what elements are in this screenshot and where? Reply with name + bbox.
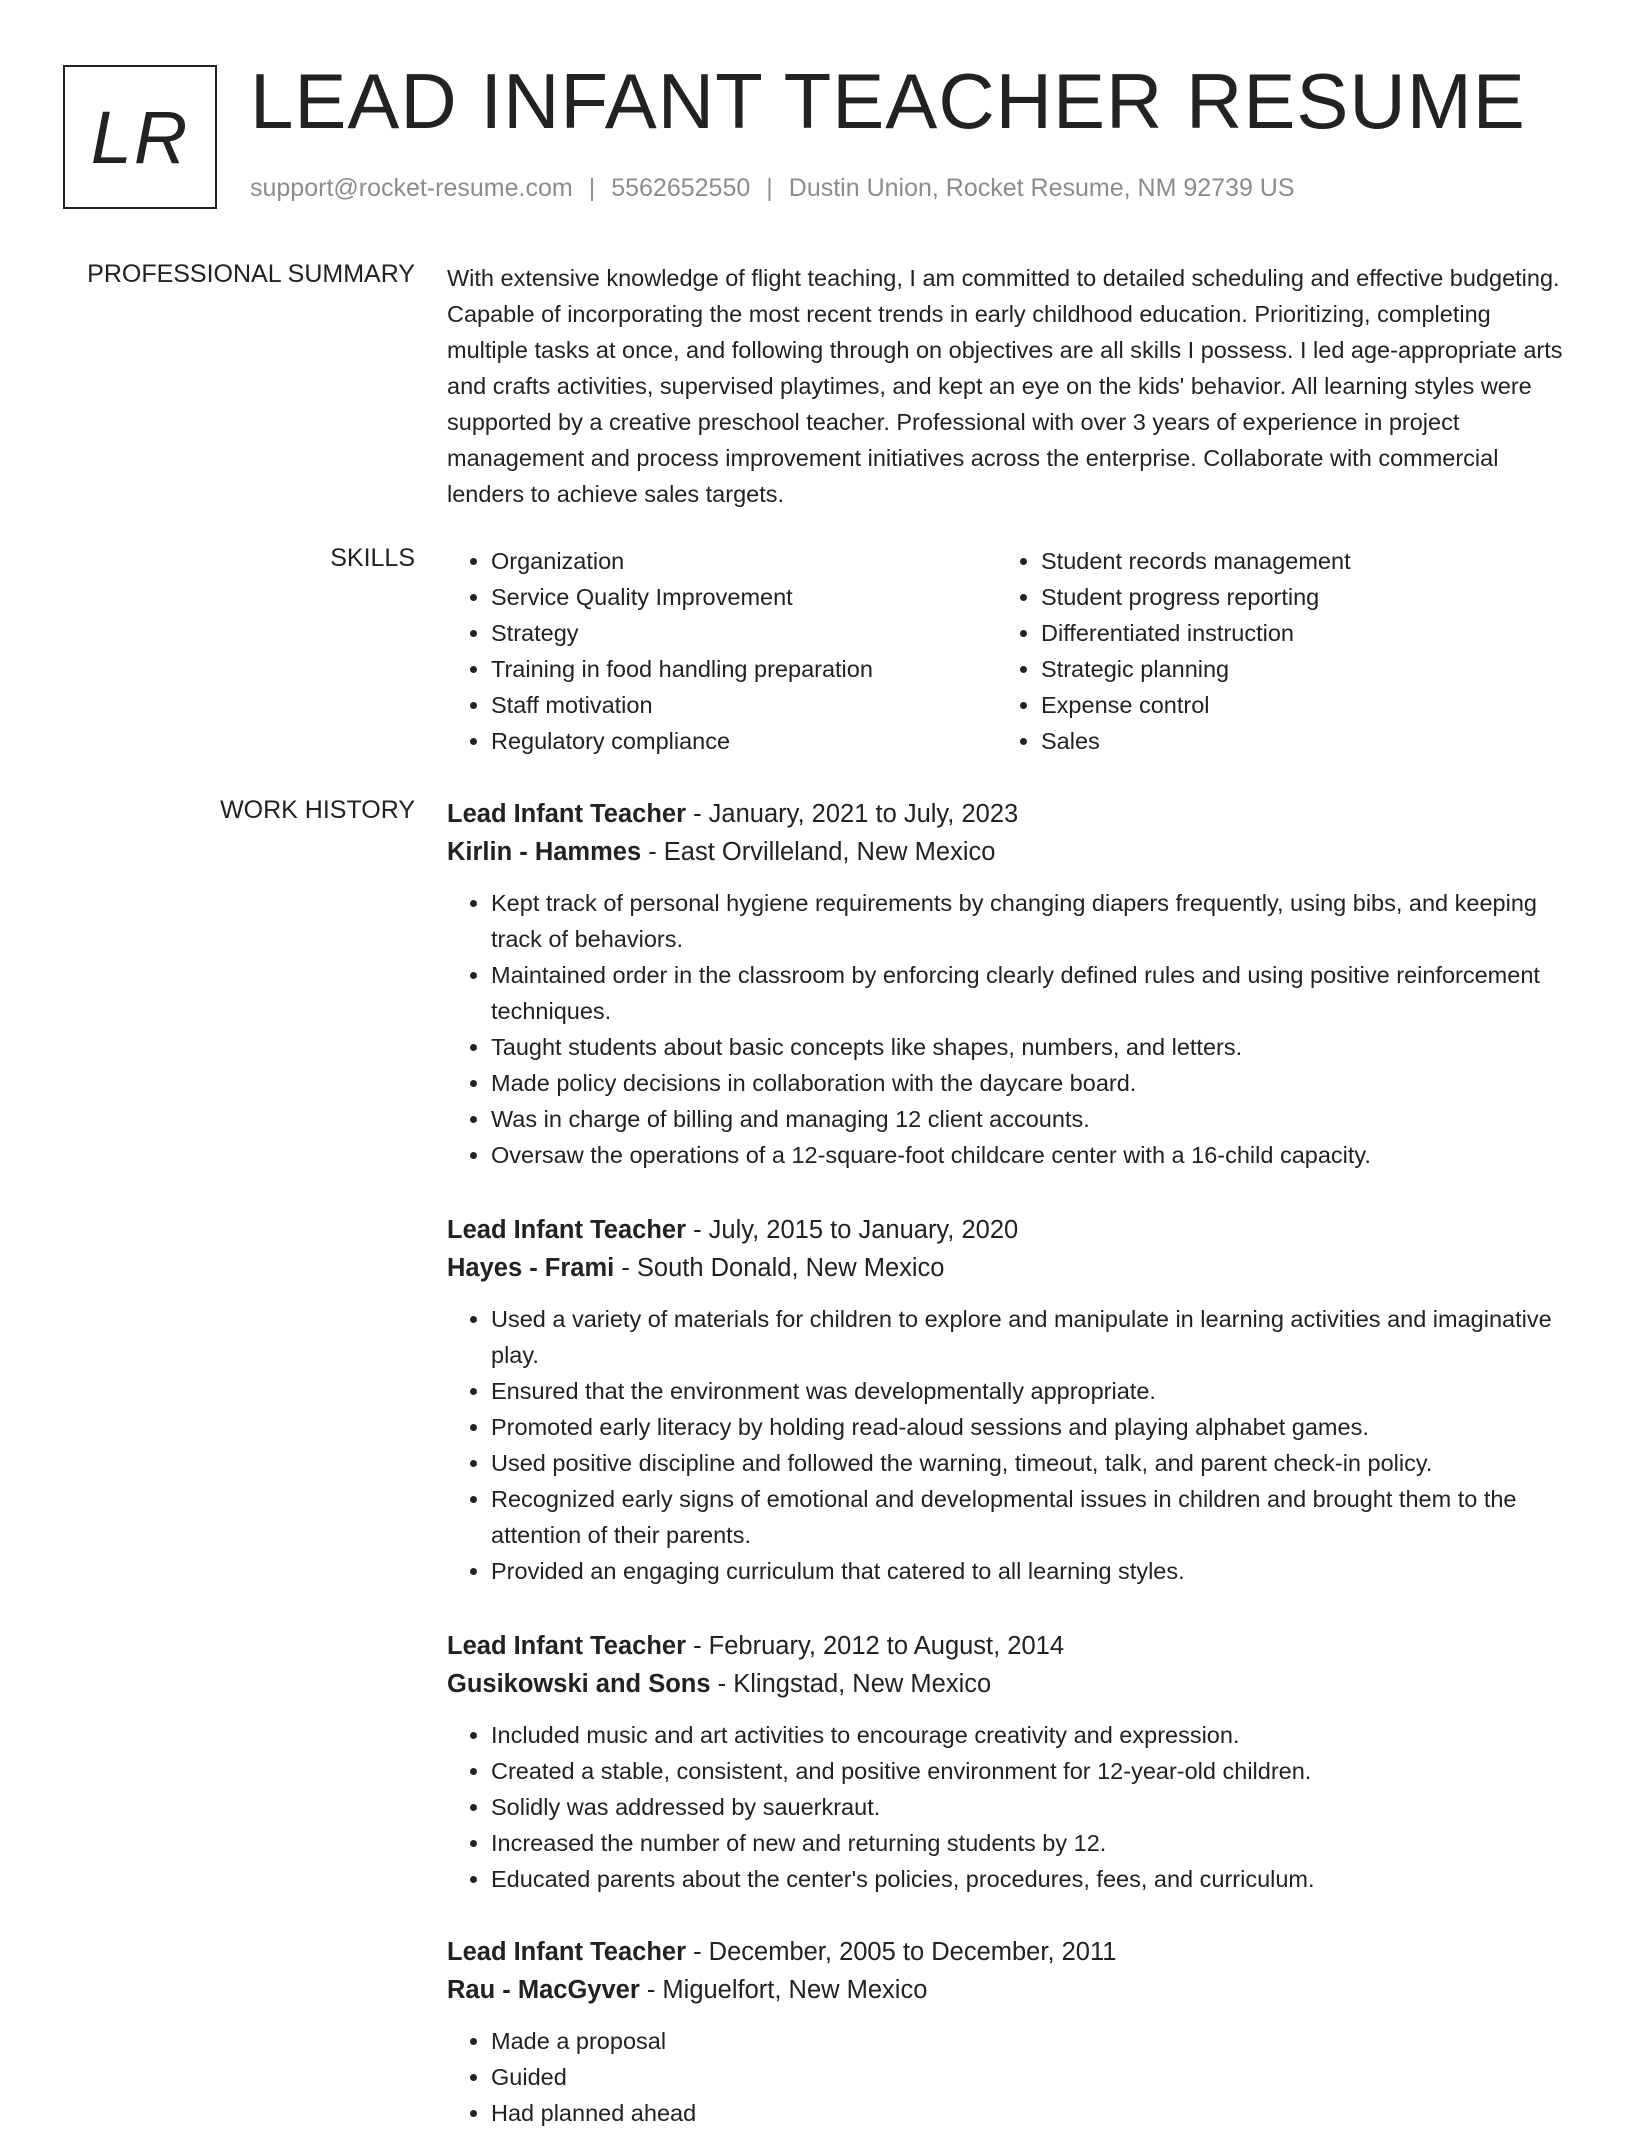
skill-item: • Differentiated instruction — [1041, 615, 1547, 651]
address: Dustin Union, Rocket Resume, NM 92739 US — [788, 174, 1295, 202]
job-bullet: • Recognized early signs of emotional and developmental issues in children and brought them to the attention of their parents. — [491, 1481, 1567, 1553]
contact-line — [250, 174, 1295, 203]
job-location: - South Donald, New Mexico — [614, 1254, 945, 1282]
skills-column-left — [447, 543, 997, 759]
job-bullets — [447, 2023, 1567, 2131]
job-role: Lead Infant Teacher — [447, 800, 687, 828]
job-role: Lead Infant Teacher — [447, 1632, 687, 1660]
job-company: Rau - MacGyver — [447, 1976, 640, 2004]
job-location: - Klingstad, New Mexico — [710, 1670, 992, 1698]
job-entry — [447, 1211, 1567, 1589]
job-entry — [447, 795, 1567, 1173]
job-role-line — [447, 1933, 1567, 1971]
job-role-line — [447, 1211, 1567, 1249]
skill-item: • Staff motivation — [491, 687, 997, 723]
job-role: Lead Infant Teacher — [447, 1938, 687, 1966]
job-bullet: • Maintained order in the classroom by enforcing clearly defined rules and using positive reinforcement techniques. — [491, 957, 1567, 1029]
job-bullet: • Was in charge of billing and managing 12 client accounts. — [491, 1101, 1567, 1137]
job-bullet: • Solidly was addressed by sauerkraut. — [491, 1789, 1567, 1825]
skill-item: • Sales — [1041, 723, 1547, 759]
job-bullet: • Used a variety of materials for children to explore and manipulate in learning activities and imaginative play. — [491, 1301, 1567, 1373]
job-role-line — [447, 1627, 1567, 1665]
job-bullet: • Ensured that the environment was developmentally appropriate. — [491, 1373, 1567, 1409]
job-bullet: • Had planned ahead — [491, 2095, 1567, 2131]
section-label-work-history: WORK HISTORY — [220, 796, 415, 824]
phone-number: 5562652550 — [611, 174, 751, 202]
email-link[interactable]: support@rocket-resume.com — [250, 174, 573, 202]
skills-column-right — [997, 543, 1547, 759]
skill-item: • Student records management — [1041, 543, 1547, 579]
job-bullet: • Educated parents about the center's policies, procedures, fees, and curriculum. — [491, 1861, 1567, 1897]
job-entry — [447, 1933, 1567, 2131]
job-bullet: • Provided an engaging curriculum that catered to all learning styles. — [491, 1553, 1567, 1589]
skill-item: • Regulatory compliance — [491, 723, 997, 759]
job-role: Lead Infant Teacher — [447, 1216, 687, 1244]
skill-item: • Training in food handling preparation — [491, 651, 997, 687]
job-bullet: • Included music and art activities to encourage creativity and expression. — [491, 1717, 1567, 1753]
job-location: - Miguelfort, New Mexico — [639, 1976, 928, 2004]
skill-item: • Student progress reporting — [1041, 579, 1547, 615]
job-bullet: • Promoted early literacy by holding read-aloud sessions and playing alphabet games. — [491, 1409, 1567, 1445]
skill-item: • Strategic planning — [1041, 651, 1547, 687]
job-dates: - February, 2012 to August, 2014 — [686, 1632, 1065, 1660]
job-bullet: • Used positive discipline and followed the warning, timeout, talk, and parent check-in policy. — [491, 1445, 1567, 1481]
job-company-line — [447, 1971, 1567, 2009]
job-bullet: • Increased the number of new and returning students by 12. — [491, 1825, 1567, 1861]
job-dates: - December, 2005 to December, 2011 — [686, 1938, 1117, 1966]
job-bullet: • Made policy decisions in collaboration with the daycare board. — [491, 1065, 1567, 1101]
job-bullets — [447, 885, 1567, 1173]
skill-item: • Expense control — [1041, 687, 1547, 723]
separator: | — [588, 174, 596, 202]
section-label-summary: PROFESSIONAL SUMMARY — [87, 260, 415, 288]
job-bullets — [447, 1301, 1567, 1589]
job-dates: - July, 2015 to January, 2020 — [686, 1216, 1019, 1244]
section-label-skills: SKILLS — [330, 544, 415, 572]
job-bullet: • Oversaw the operations of a 12-square-foot childcare center with a 16-child capacity. — [491, 1137, 1567, 1173]
job-bullets — [447, 1717, 1567, 1897]
resume-title: LEAD INFANT TEACHER RESUME — [250, 57, 1526, 145]
skill-item: • Service Quality Improvement — [491, 579, 997, 615]
job-company: Kirlin - Hammes — [447, 838, 642, 866]
job-bullet: • Taught students about basic concepts like shapes, numbers, and letters. — [491, 1029, 1567, 1065]
skill-item: • Strategy — [491, 615, 997, 651]
summary-text: With extensive knowledge of flight teaching, I am committed to detailed scheduling and effective budgeting. Capable of incorporating the most recent trends in early childhood education. Prioritizing, completing multiple tasks at once, and following through on objectives are all skills I possess. I led age-appropriate arts and crafts activities, supervised playtimes, and kept an eye on the kids' behavior. All learning styles were supported by a creative preschool teacher. Professional with over 3 years of experience in project management and process improvement initiatives across the enterprise. Collaborate with commercial lenders to achieve sales targets. — [447, 265, 1563, 507]
job-entry — [447, 1627, 1567, 1897]
skill-item: • Organization — [491, 543, 997, 579]
job-bullet: • Made a proposal — [491, 2023, 1567, 2059]
job-dates: - January, 2021 to July, 2023 — [686, 800, 1019, 828]
separator: | — [766, 174, 773, 202]
job-bullet: • Kept track of personal hygiene requirements by changing diapers frequently, using bibs, and keeping track of behaviors. — [491, 885, 1567, 957]
job-company-line — [447, 833, 1567, 871]
job-role-line — [447, 795, 1567, 833]
job-location: - East Orvilleland, New Mexico — [641, 838, 996, 866]
job-bullet: • Created a stable, consistent, and positive environment for 12-year-old children. — [491, 1753, 1567, 1789]
skills-list — [447, 543, 1567, 759]
job-company-line — [447, 1249, 1567, 1287]
job-company: Hayes - Frami — [447, 1254, 615, 1282]
job-bullet: • Guided — [491, 2059, 1567, 2095]
job-company-line — [447, 1665, 1567, 1703]
monogram-logo: LR — [63, 65, 217, 209]
job-company: Gusikowski and Sons — [447, 1670, 711, 1698]
